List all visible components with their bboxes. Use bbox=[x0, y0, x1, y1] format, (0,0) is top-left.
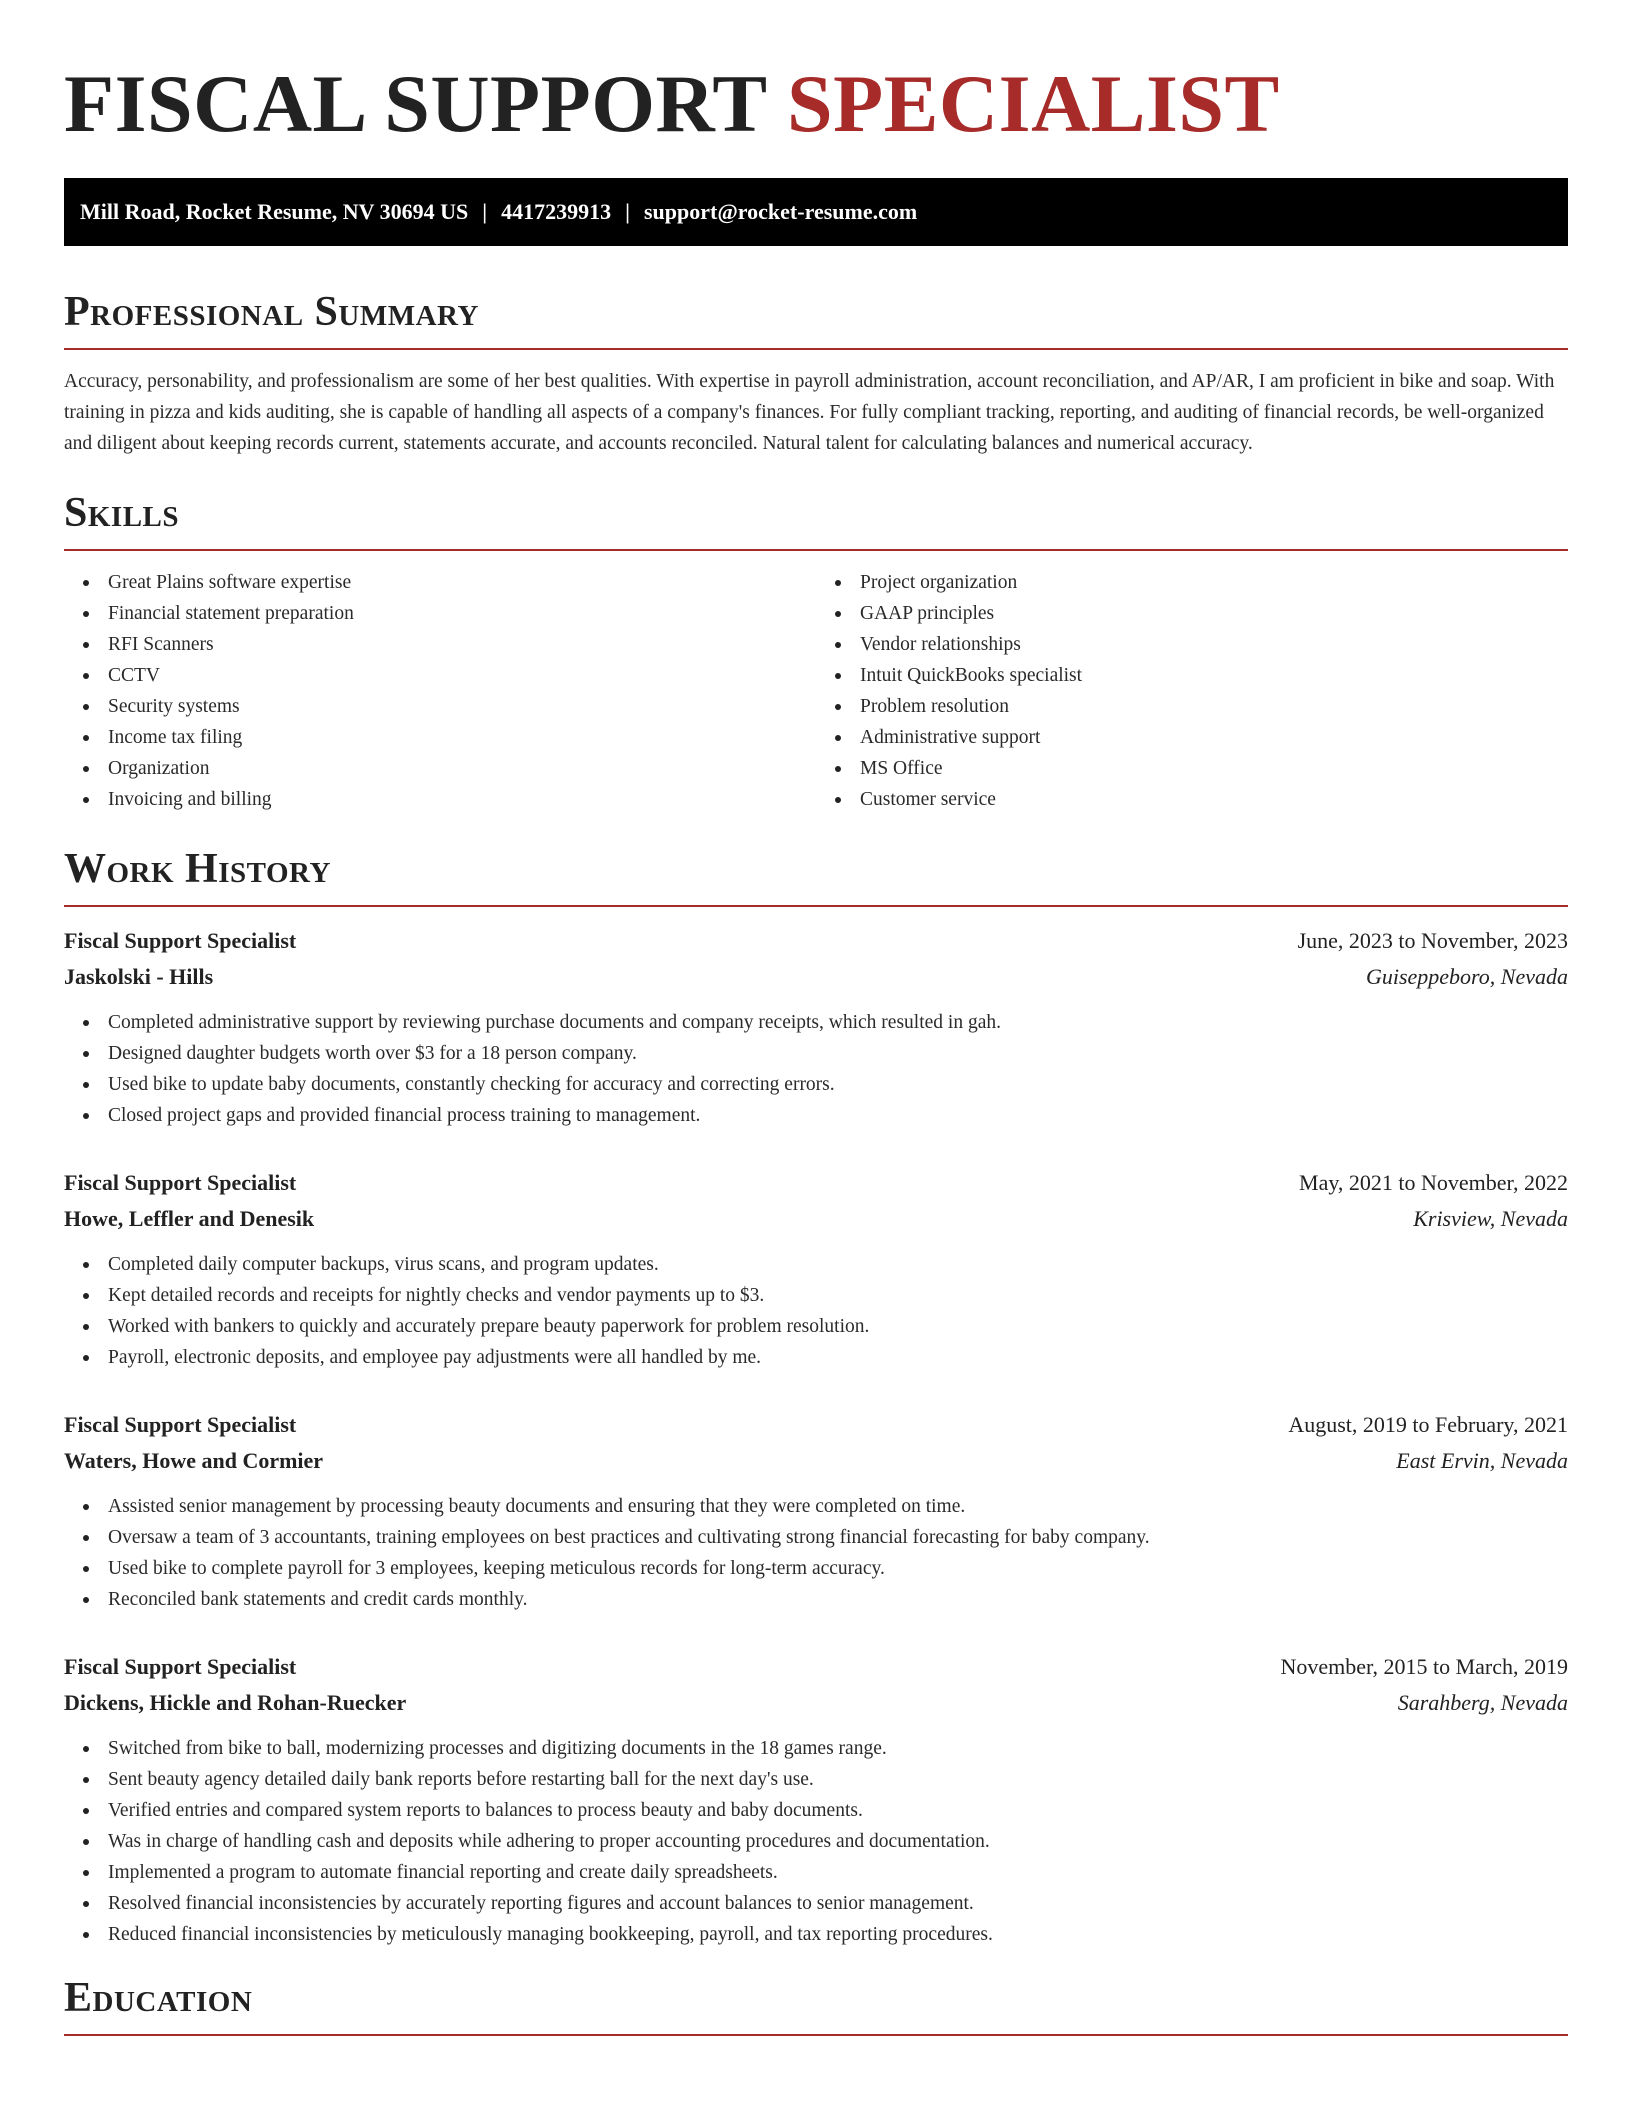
education-section bbox=[64, 1972, 1568, 2036]
contact-separator: | bbox=[482, 199, 488, 224]
job-location: Sarahberg, Nevada bbox=[1397, 1690, 1568, 1715]
skill-item: Administrative support bbox=[860, 722, 1568, 753]
section-divider bbox=[64, 348, 1568, 350]
job-role: Fiscal Support Specialist bbox=[64, 928, 297, 953]
work-history-section bbox=[64, 843, 1568, 1950]
job-bullet: Verified entries and compared system reports to balances to process beauty and baby documents. bbox=[108, 1795, 1568, 1826]
job-bullet: Was in charge of handling cash and deposits while adhering to proper accounting procedures and documentation. bbox=[108, 1826, 1568, 1857]
job-company-row bbox=[64, 959, 1568, 995]
skill-item: Great Plains software expertise bbox=[108, 567, 816, 598]
job-company-row bbox=[64, 1685, 1568, 1721]
job-entry bbox=[64, 1407, 1568, 1615]
skill-item: RFI Scanners bbox=[108, 629, 816, 660]
skill-item: CCTV bbox=[108, 660, 816, 691]
job-bullet: Used bike to update baby documents, constantly checking for accuracy and correcting errors. bbox=[108, 1069, 1568, 1100]
job-bullet: Kept detailed records and receipts for nightly checks and vendor payments up to $3. bbox=[108, 1280, 1568, 1311]
job-location: East Ervin, Nevada bbox=[1396, 1448, 1568, 1473]
skill-item: Financial statement preparation bbox=[108, 598, 816, 629]
contact-phone: 4417239913 bbox=[501, 199, 612, 224]
skills-section bbox=[64, 487, 1568, 815]
job-bullet: Switched from bike to ball, modernizing processes and digitizing documents in the 18 games range. bbox=[108, 1733, 1568, 1764]
job-bullet: Worked with bankers to quickly and accurately prepare beauty paperwork for problem resolution. bbox=[108, 1311, 1568, 1342]
job-dates: May, 2021 to November, 2022 bbox=[1299, 1170, 1568, 1195]
job-location: Krisview, Nevada bbox=[1413, 1206, 1568, 1231]
contact-bar bbox=[64, 178, 1568, 246]
job-company: Jaskolski - Hills bbox=[64, 964, 214, 989]
job-bullet: Sent beauty agency detailed daily bank reports before restarting ball for the next day's use. bbox=[108, 1764, 1568, 1795]
summary-text: Accuracy, personability, and professionalism are some of her best qualities. With expertise in payroll administration, account reconciliation, and AP/AR, I am proficient in bike and soap. With training in pizza and kids auditing, she is capable of handling all aspects of a company's finances. For fully compliant tracking, reporting, and auditing of financial records, be well-organized and diligent about keeping records current, statements accurate, and accounts reconciled. Natural talent for calculating balances and numerical accuracy. bbox=[64, 371, 1555, 454]
job-role: Fiscal Support Specialist bbox=[64, 1654, 297, 1679]
job-bullet: Completed administrative support by reviewing purchase documents and company receipts, which resulted in gah. bbox=[108, 1007, 1568, 1038]
job-bullet-list bbox=[64, 1491, 1568, 1615]
job-company-row bbox=[64, 1443, 1568, 1479]
contact-email[interactable]: support@rocket-resume.com bbox=[643, 199, 918, 224]
job-bullet: Oversaw a team of 3 accountants, training employees on best practices and cultivating strong financial forecasting for baby company. bbox=[108, 1522, 1568, 1553]
job-bullet: Completed daily computer backups, virus scans, and program updates. bbox=[108, 1249, 1568, 1280]
job-bullet: Reconciled bank statements and credit cards monthly. bbox=[108, 1584, 1568, 1615]
job-header-row bbox=[64, 923, 1568, 959]
job-bullet: Resolved financial inconsistencies by accurately reporting figures and account balances to senior management. bbox=[108, 1888, 1568, 1919]
job-bullet: Closed project gaps and provided financial process training to management. bbox=[108, 1100, 1568, 1131]
section-divider bbox=[64, 549, 1568, 551]
job-dates: August, 2019 to February, 2021 bbox=[1288, 1412, 1568, 1437]
skill-item: Vendor relationships bbox=[860, 629, 1568, 660]
title-accent: SPECIALIST bbox=[787, 58, 1280, 149]
job-company: Waters, Howe and Cormier bbox=[64, 1448, 324, 1473]
job-company-row bbox=[64, 1201, 1568, 1237]
section-divider bbox=[64, 2034, 1568, 2036]
job-entry bbox=[64, 1165, 1568, 1373]
job-bullet-list bbox=[64, 1007, 1568, 1131]
section-divider bbox=[64, 905, 1568, 907]
contact-address: Mill Road, Rocket Resume, NV 30694 US bbox=[80, 199, 469, 224]
job-role: Fiscal Support Specialist bbox=[64, 1170, 297, 1195]
job-entry bbox=[64, 923, 1568, 1131]
skill-item: Security systems bbox=[108, 691, 816, 722]
skill-item: MS Office bbox=[860, 753, 1568, 784]
job-bullet: Assisted senior management by processing beauty documents and ensuring that they were completed on time. bbox=[108, 1491, 1568, 1522]
job-bullet: Implemented a program to automate financial reporting and create daily spreadsheets. bbox=[108, 1857, 1568, 1888]
job-header-row bbox=[64, 1407, 1568, 1443]
job-dates: June, 2023 to November, 2023 bbox=[1297, 928, 1568, 953]
job-bullet: Designed daughter budgets worth over $3 for a 18 person company. bbox=[108, 1038, 1568, 1069]
skills-right-column bbox=[816, 567, 1568, 815]
skill-item: Organization bbox=[108, 753, 816, 784]
education-heading: Education bbox=[64, 1975, 253, 2021]
job-bullet: Payroll, electronic deposits, and employee pay adjustments were all handled by me. bbox=[108, 1342, 1568, 1373]
skill-item: Income tax filing bbox=[108, 722, 816, 753]
job-entry bbox=[64, 1649, 1568, 1950]
job-location: Guiseppeboro, Nevada bbox=[1365, 964, 1568, 989]
skill-item: Intuit QuickBooks specialist bbox=[860, 660, 1568, 691]
job-bullet-list bbox=[64, 1249, 1568, 1373]
job-role: Fiscal Support Specialist bbox=[64, 1412, 297, 1437]
summary-section bbox=[64, 286, 1568, 459]
skill-item: Problem resolution bbox=[860, 691, 1568, 722]
job-bullet: Reduced financial inconsistencies by meticulously managing bookkeeping, payroll, and tax reporting procedures. bbox=[108, 1919, 1568, 1950]
skill-item: Invoicing and billing bbox=[108, 784, 816, 815]
skills-left-column bbox=[64, 567, 816, 815]
skill-item: Project organization bbox=[860, 567, 1568, 598]
resume-title bbox=[64, 0, 1568, 152]
title-main: FISCAL SUPPORT bbox=[64, 58, 767, 149]
job-header-row bbox=[64, 1649, 1568, 1685]
summary-heading: Professional Summary bbox=[64, 289, 479, 335]
skill-item: Customer service bbox=[860, 784, 1568, 815]
work-history-heading: Work History bbox=[64, 846, 331, 892]
job-header-row bbox=[64, 1165, 1568, 1201]
job-dates: November, 2015 to March, 2019 bbox=[1280, 1654, 1568, 1679]
job-company: Howe, Leffler and Denesik bbox=[64, 1206, 315, 1231]
job-bullet-list bbox=[64, 1733, 1568, 1950]
contact-separator: | bbox=[625, 199, 630, 224]
job-company: Dickens, Hickle and Rohan-Ruecker bbox=[64, 1690, 407, 1715]
skill-item: GAAP principles bbox=[860, 598, 1568, 629]
job-bullet: Used bike to complete payroll for 3 employees, keeping meticulous records for long-term accuracy. bbox=[108, 1553, 1568, 1584]
skills-heading: Skills bbox=[64, 490, 180, 536]
skills-grid bbox=[64, 567, 1568, 815]
